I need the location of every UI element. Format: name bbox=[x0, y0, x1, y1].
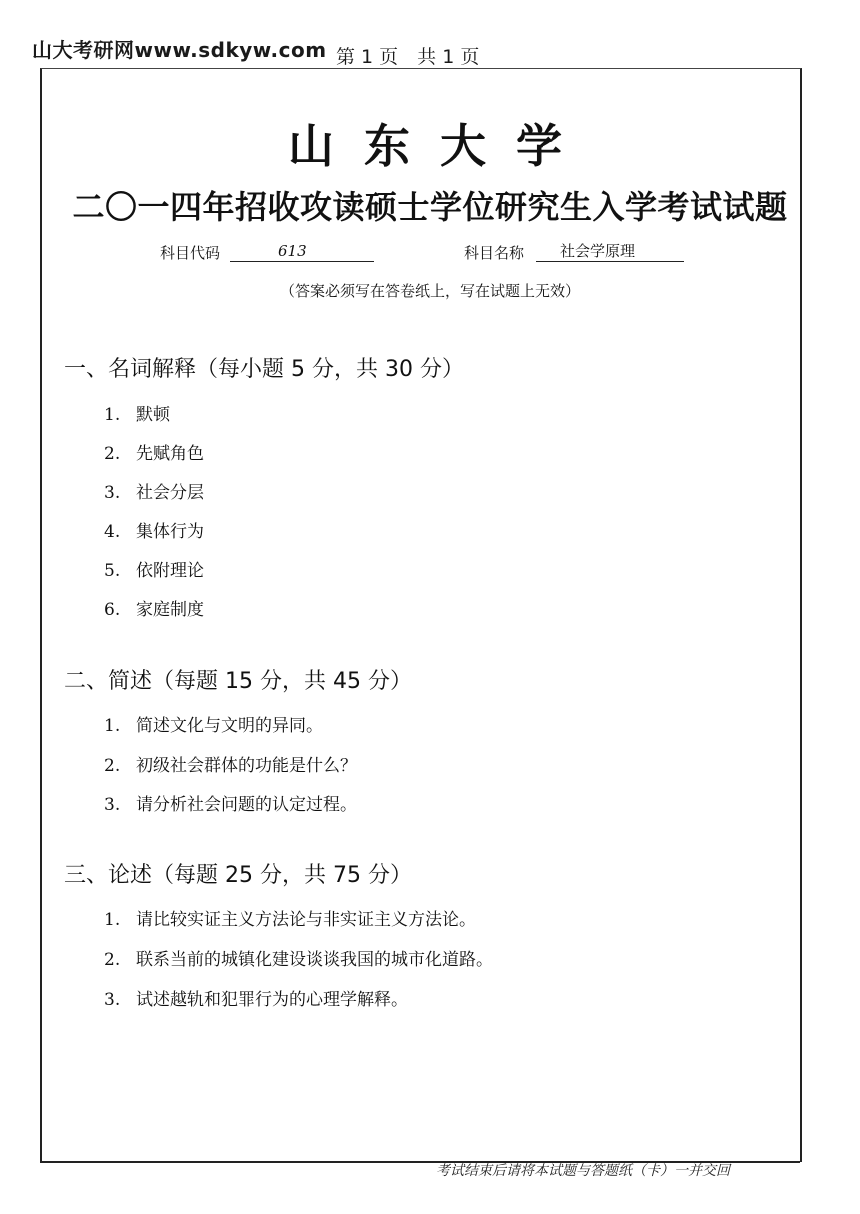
question-text: 简述文化与文明的异同。 bbox=[136, 716, 323, 736]
question-item bbox=[104, 595, 204, 620]
question-number: 2. bbox=[104, 444, 121, 464]
question-item bbox=[104, 751, 357, 776]
question-number: 1. bbox=[104, 716, 121, 736]
section-heading: 三、论述（每题 25 分，共 75 分） bbox=[64, 863, 412, 888]
subject-name-label: 科目名称 bbox=[464, 244, 525, 262]
question-text: 请分析社会问题的认定过程。 bbox=[136, 795, 357, 815]
question-item bbox=[104, 556, 204, 581]
question-number: 3. bbox=[104, 990, 121, 1010]
footer-note: 考试结束后请将本试题与答题纸（卡）一并交回 bbox=[436, 1163, 730, 1179]
question-text: 联系当前的城镇化建设谈谈我国的城市化道路。 bbox=[136, 950, 493, 970]
question-number: 3. bbox=[104, 795, 121, 815]
question-item bbox=[104, 790, 357, 815]
question-text: 社会分层 bbox=[136, 483, 204, 503]
page-indicator: 第 1 页 共 1 页 bbox=[336, 46, 480, 68]
question-text: 默顿 bbox=[136, 405, 170, 425]
question-text: 依附理论 bbox=[136, 561, 204, 581]
question-item bbox=[104, 478, 204, 503]
question-item bbox=[104, 905, 476, 930]
question-number: 4. bbox=[104, 522, 121, 542]
subject-code-label: 科目代码 bbox=[160, 244, 221, 262]
question-number: 1. bbox=[104, 910, 121, 930]
question-text: 初级社会群体的功能是什么？ bbox=[136, 756, 357, 776]
question-number: 6. bbox=[104, 600, 121, 620]
question-text: 试述越轨和犯罪行为的心理学解释。 bbox=[136, 990, 408, 1010]
question-item bbox=[104, 985, 408, 1010]
question-item bbox=[104, 711, 323, 736]
subject-code-value: 613 bbox=[230, 242, 374, 262]
question-text: 请比较实证主义方法论与非实证主义方法论。 bbox=[136, 910, 476, 930]
question-item bbox=[104, 400, 170, 425]
question-text: 先赋角色 bbox=[136, 444, 204, 464]
university-name: 山东大学 bbox=[288, 119, 592, 173]
question-number: 5. bbox=[104, 561, 121, 581]
question-number: 2. bbox=[104, 950, 121, 970]
question-text: 家庭制度 bbox=[136, 600, 204, 620]
question-number: 1. bbox=[104, 405, 121, 425]
subject-name-value: 社会学原理 bbox=[536, 242, 684, 262]
answer-instruction: （答案必须写在答卷纸上，写在试题上无效） bbox=[279, 282, 580, 300]
question-item bbox=[104, 945, 493, 970]
exam-title: 二〇一四年招收攻读硕士学位研究生入学考试试题 bbox=[72, 188, 788, 226]
question-item bbox=[104, 439, 204, 464]
section-heading: 一、名词解释（每小题 5 分，共 30 分） bbox=[64, 357, 464, 382]
question-number: 2. bbox=[104, 756, 121, 776]
section-heading: 二、简述（每题 15 分，共 45 分） bbox=[64, 669, 412, 694]
question-number: 3. bbox=[104, 483, 121, 503]
question-item bbox=[104, 517, 204, 542]
question-text: 集体行为 bbox=[136, 522, 204, 542]
site-watermark: 山大考研网www.sdkyw.com bbox=[32, 38, 327, 62]
